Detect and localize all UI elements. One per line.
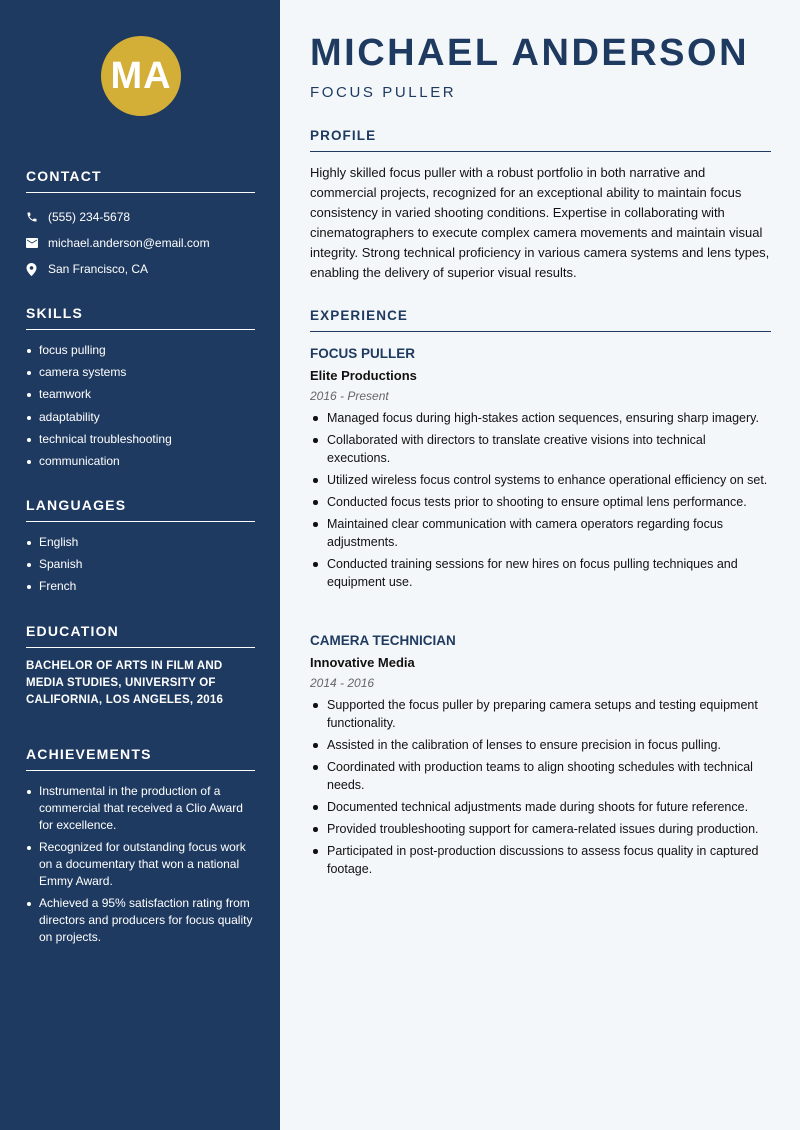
achievements-heading: ACHIEVEMENTS bbox=[26, 746, 255, 771]
contact-phone-text: (555) 234-5678 bbox=[48, 210, 131, 224]
skills-heading: SKILLS bbox=[26, 305, 255, 330]
achievement-item: Achieved a 95% satisfaction rating from directors and producers for focus quality on projects. bbox=[26, 895, 255, 946]
language-item: Spanish bbox=[26, 556, 255, 573]
job-entry bbox=[310, 633, 771, 882]
language-item: French bbox=[26, 578, 255, 595]
job-bullet: Assisted in the calibration of lenses to ensure precision in focus pulling. bbox=[310, 736, 771, 754]
job-dates: 2014 - 2016 bbox=[310, 676, 375, 690]
person-title: FOCUS PULLER bbox=[310, 84, 457, 101]
sidebar bbox=[0, 0, 280, 1130]
job-bullet: Participated in post-production discussions to assess focus quality in captured footage. bbox=[310, 842, 771, 878]
skills-list bbox=[26, 342, 255, 470]
education-section bbox=[26, 623, 255, 709]
contact-list bbox=[26, 204, 255, 282]
contact-email bbox=[26, 230, 255, 256]
skill-item: teamwork bbox=[26, 386, 255, 403]
job-company: Innovative Media bbox=[310, 655, 415, 670]
person-name: MICHAEL ANDERSON bbox=[310, 32, 750, 74]
profile-heading: PROFILE bbox=[310, 128, 771, 152]
achievement-item: Instrumental in the production of a commercial that received a Clio Award for excellence. bbox=[26, 783, 255, 834]
job-bullet: Collaborated with directors to translate creative visions into technical executions. bbox=[310, 431, 771, 467]
education-degree: BACHELOR OF ARTS IN FILM AND MEDIA STUDIES, UNIVERSITY OF CALIFORNIA, LOS ANGELES, 2016 bbox=[26, 660, 224, 706]
job-bullet: Managed focus during high-stakes action sequences, ensuring sharp imagery. bbox=[310, 409, 771, 427]
skill-item: camera systems bbox=[26, 364, 255, 381]
job-bullet: Documented technical adjustments made during shoots for future reference. bbox=[310, 798, 771, 816]
email-icon bbox=[26, 238, 48, 248]
profile-summary: Highly skilled focus puller with a robust portfolio in both narrative and commercial projects, recognized for an exceptional ability to maintain focus consistency in varied shooting conditions. Expertise in collaborating with cinematographers to execute complex camera movements and maintain visual integrity. Strong technical proficiency in various camera systems and lens types, enabling the delivery of superior visual results. bbox=[310, 165, 770, 280]
achievement-item: Recognized for outstanding focus work on a documentary that won a national Emmy Award. bbox=[26, 839, 255, 890]
languages-section bbox=[26, 497, 255, 601]
contact-location-text: San Francisco, CA bbox=[48, 262, 149, 276]
location-pin-icon bbox=[26, 263, 48, 276]
contact-phone bbox=[26, 204, 255, 230]
job-bullet: Maintained clear communication with camera operators regarding focus adjustments. bbox=[310, 515, 771, 551]
job-bullet: Utilized wireless focus control systems to enhance operational efficiency on set. bbox=[310, 471, 771, 489]
job-bullets bbox=[310, 409, 771, 591]
contact-heading: CONTACT bbox=[26, 168, 255, 193]
job-dates: 2016 - Present bbox=[310, 389, 389, 403]
skills-section bbox=[26, 305, 255, 475]
job-title: FOCUS PULLER bbox=[310, 346, 416, 361]
avatar-initials: MA bbox=[101, 36, 181, 116]
skill-item: technical troubleshooting bbox=[26, 431, 255, 448]
contact-section bbox=[26, 168, 255, 282]
job-bullet: Supported the focus puller by preparing camera setups and testing equipment functionality. bbox=[310, 696, 771, 732]
skill-item: adaptability bbox=[26, 409, 255, 426]
education-heading: EDUCATION bbox=[26, 623, 255, 648]
job-bullet: Coordinated with production teams to align shooting schedules with technical needs. bbox=[310, 758, 771, 794]
job-bullet: Conducted training sessions for new hires on focus pulling techniques and equipment use. bbox=[310, 555, 771, 591]
job-bullet: Provided troubleshooting support for camera-related issues during production. bbox=[310, 820, 771, 838]
job-entry bbox=[310, 346, 771, 595]
achievements-section bbox=[26, 746, 255, 952]
job-title: CAMERA TECHNICIAN bbox=[310, 633, 456, 648]
job-bullets bbox=[310, 696, 771, 878]
job-company: Elite Productions bbox=[310, 368, 417, 383]
job-bullet: Conducted focus tests prior to shooting to ensure optimal lens performance. bbox=[310, 493, 771, 511]
skill-item: communication bbox=[26, 453, 255, 470]
language-item: English bbox=[26, 534, 255, 551]
achievements-list bbox=[26, 783, 255, 946]
phone-icon bbox=[26, 211, 48, 223]
contact-email-text: michael.anderson@email.com bbox=[48, 236, 210, 250]
contact-location bbox=[26, 256, 255, 282]
experience-heading: EXPERIENCE bbox=[310, 308, 771, 332]
skill-item: focus pulling bbox=[26, 342, 255, 359]
languages-list bbox=[26, 534, 255, 595]
languages-heading: LANGUAGES bbox=[26, 497, 255, 522]
